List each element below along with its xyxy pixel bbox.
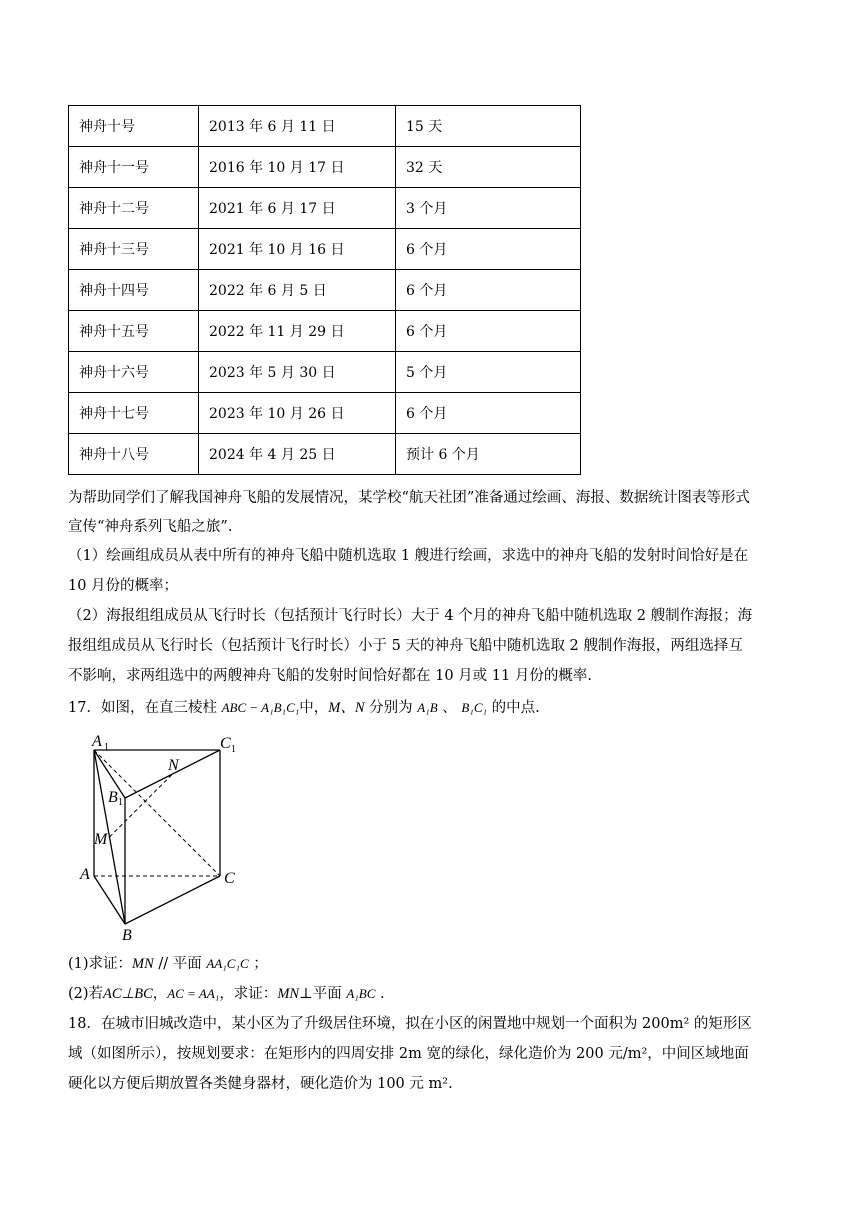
cell-launch-date: 2022 年 6 月 5 日: [199, 270, 396, 311]
table-row: [69, 147, 581, 188]
cell-duration: 6 个月: [396, 393, 581, 434]
q17-stem: [68, 698, 540, 718]
cell-duration: 6 个月: [396, 229, 581, 270]
q17-text-1: 如图，在直三棱柱: [100, 700, 217, 716]
label-n: N: [168, 757, 179, 774]
cell-duration: 5 个月: [396, 352, 581, 393]
cell-launch-date: 2024 年 4 月 25 日: [199, 434, 396, 475]
table-body: [69, 106, 581, 475]
cell-launch-date: 2016 年 10 月 17 日: [199, 147, 396, 188]
label-c1-sub: 1: [231, 744, 236, 755]
cell-launch-date: 2021 年 6 月 17 日: [199, 188, 396, 229]
label-a1: A: [92, 733, 102, 750]
q17-number: 17．: [68, 700, 101, 716]
q17-part1-end: ；: [253, 956, 268, 972]
q17-part2-end: .: [380, 986, 385, 1002]
table-row: [69, 188, 581, 229]
q16-intro-line-1: 为帮助同学们了解我国神舟飞船的发展情况，某学校“航天社团”准备通过绘画、海报、数据统计图表等形式: [68, 490, 750, 506]
cell-duration: 6 个月: [396, 270, 581, 311]
spacecraft-table: [68, 105, 581, 475]
label-b1-sub: 1: [118, 797, 123, 808]
table-row: [69, 270, 581, 311]
q16-part2-line-2: 报组组成员从飞行时长（包括预计飞行时长）小于 5 天的神舟飞船中随机选取 2 艘制作海报，两组选择互: [68, 638, 743, 654]
table-row: [69, 352, 581, 393]
q16-part2-line-3: 不影响，求两组选中的两艘神舟飞船的发射时间恰好都在 10 月或 11 月份的概率.: [68, 668, 592, 684]
q17-part1: [68, 954, 268, 974]
label-c: C: [224, 870, 235, 887]
q17-part2-label: (2)若: [68, 986, 104, 1002]
cell-name: 神舟十六号: [69, 352, 199, 393]
table-row: [69, 106, 581, 147]
q17-b1c1: B₁C₁: [461, 700, 488, 715]
q17-part2-comma: ，: [152, 986, 168, 1002]
q17-part1-mn: MN: [132, 956, 154, 972]
q17-part2-plane: A₁BC: [346, 986, 376, 1001]
cell-name: 神舟十七号: [69, 393, 199, 434]
table-row: [69, 229, 581, 270]
label-b1: B: [108, 789, 118, 806]
cell-launch-date: 2021 年 10 月 16 日: [199, 229, 396, 270]
q18-line-2: 域（如图所示），按规划要求：在矩形内的四周安排 2m 宽的绿化，绿化造价为 200 元/m²，中间区域地面: [68, 1046, 749, 1062]
cell-duration: 预计 6 个月: [396, 434, 581, 475]
label-a: A: [80, 866, 90, 883]
cell-launch-date: 2013 年 6 月 11 日: [199, 106, 396, 147]
q17-prism: ABC − A₁B₁C₁: [221, 700, 300, 715]
cell-name: 神舟十四号: [69, 270, 199, 311]
cell-name: 神舟十五号: [69, 311, 199, 352]
q17-part2-perp: ⊥平面: [299, 986, 347, 1002]
q17-text-3: 分别为: [369, 700, 413, 716]
label-b: B: [122, 927, 132, 944]
q17-sep: 、: [442, 700, 457, 716]
q17-part2-cond2: AC = AA₁: [167, 986, 220, 1001]
table-row: [69, 434, 581, 475]
cell-launch-date: 2022 年 11 月 29 日: [199, 311, 396, 352]
q17-a1b: A₁B: [417, 700, 438, 715]
cell-name: 神舟十号: [69, 106, 199, 147]
cell-name: 神舟十一号: [69, 147, 199, 188]
cell-duration: 3 个月: [396, 188, 581, 229]
q16-part2-line-1: （2）海报组组成员从飞行时长（包括预计飞行时长）大于 4 个月的神舟飞船中随机选取 2 艘制作海报；海: [68, 608, 753, 624]
q18-line-3: 硬化以方便后期放置各类健身器材，硬化造价为 100 元 m².: [68, 1076, 453, 1092]
label-m: M: [94, 831, 108, 848]
q18-line-1: 18．在城市旧城改造中，某小区为了升级居住环境，拟在小区的闲置地中规划一个面积为 200m² 的矩形区: [68, 1016, 752, 1032]
q17-part2-mid: ，求证：: [219, 986, 278, 1002]
q16-part1-line-2: 10 月份的概率；: [68, 578, 179, 594]
table-row: [69, 393, 581, 434]
q17-part2-cond1: AC⊥BC: [103, 986, 153, 1002]
q17-text-2: 中，: [299, 700, 329, 716]
q17-part1-parallel: // 平面: [153, 956, 207, 972]
cell-duration: 32 天: [396, 147, 581, 188]
label-a1-sub: 1: [104, 742, 109, 753]
q16-intro-line-2: 宣传“神舟系列飞船之旅”.: [68, 519, 233, 535]
q17-text-4: 的中点.: [491, 700, 540, 716]
cell-name: 神舟十三号: [69, 229, 199, 270]
cell-duration: 6 个月: [396, 311, 581, 352]
q17-part1-label: (1)求证：: [68, 956, 133, 972]
q17-part1-plane: AA₁C₁C: [206, 956, 249, 971]
table-row: [69, 311, 581, 352]
cell-name: 神舟十八号: [69, 434, 199, 475]
q17-part2: [68, 984, 385, 1004]
cell-launch-date: 2023 年 5 月 30 日: [199, 352, 396, 393]
label-c1: C: [220, 735, 231, 752]
cell-launch-date: 2023 年 10 月 26 日: [199, 393, 396, 434]
cell-duration: 15 天: [396, 106, 581, 147]
q16-part1-line-1: （1）绘画组成员从表中所有的神舟飞船中随机选取 1 艘进行绘画，求选中的神舟飞船的发射时间恰好是在: [68, 548, 749, 564]
q17-mn: M、N: [328, 700, 365, 716]
edge-bc: [125, 876, 220, 924]
prism-figure: [78, 728, 248, 944]
cell-name: 神舟十二号: [69, 188, 199, 229]
q17-part2-mn: MN: [277, 986, 300, 1002]
